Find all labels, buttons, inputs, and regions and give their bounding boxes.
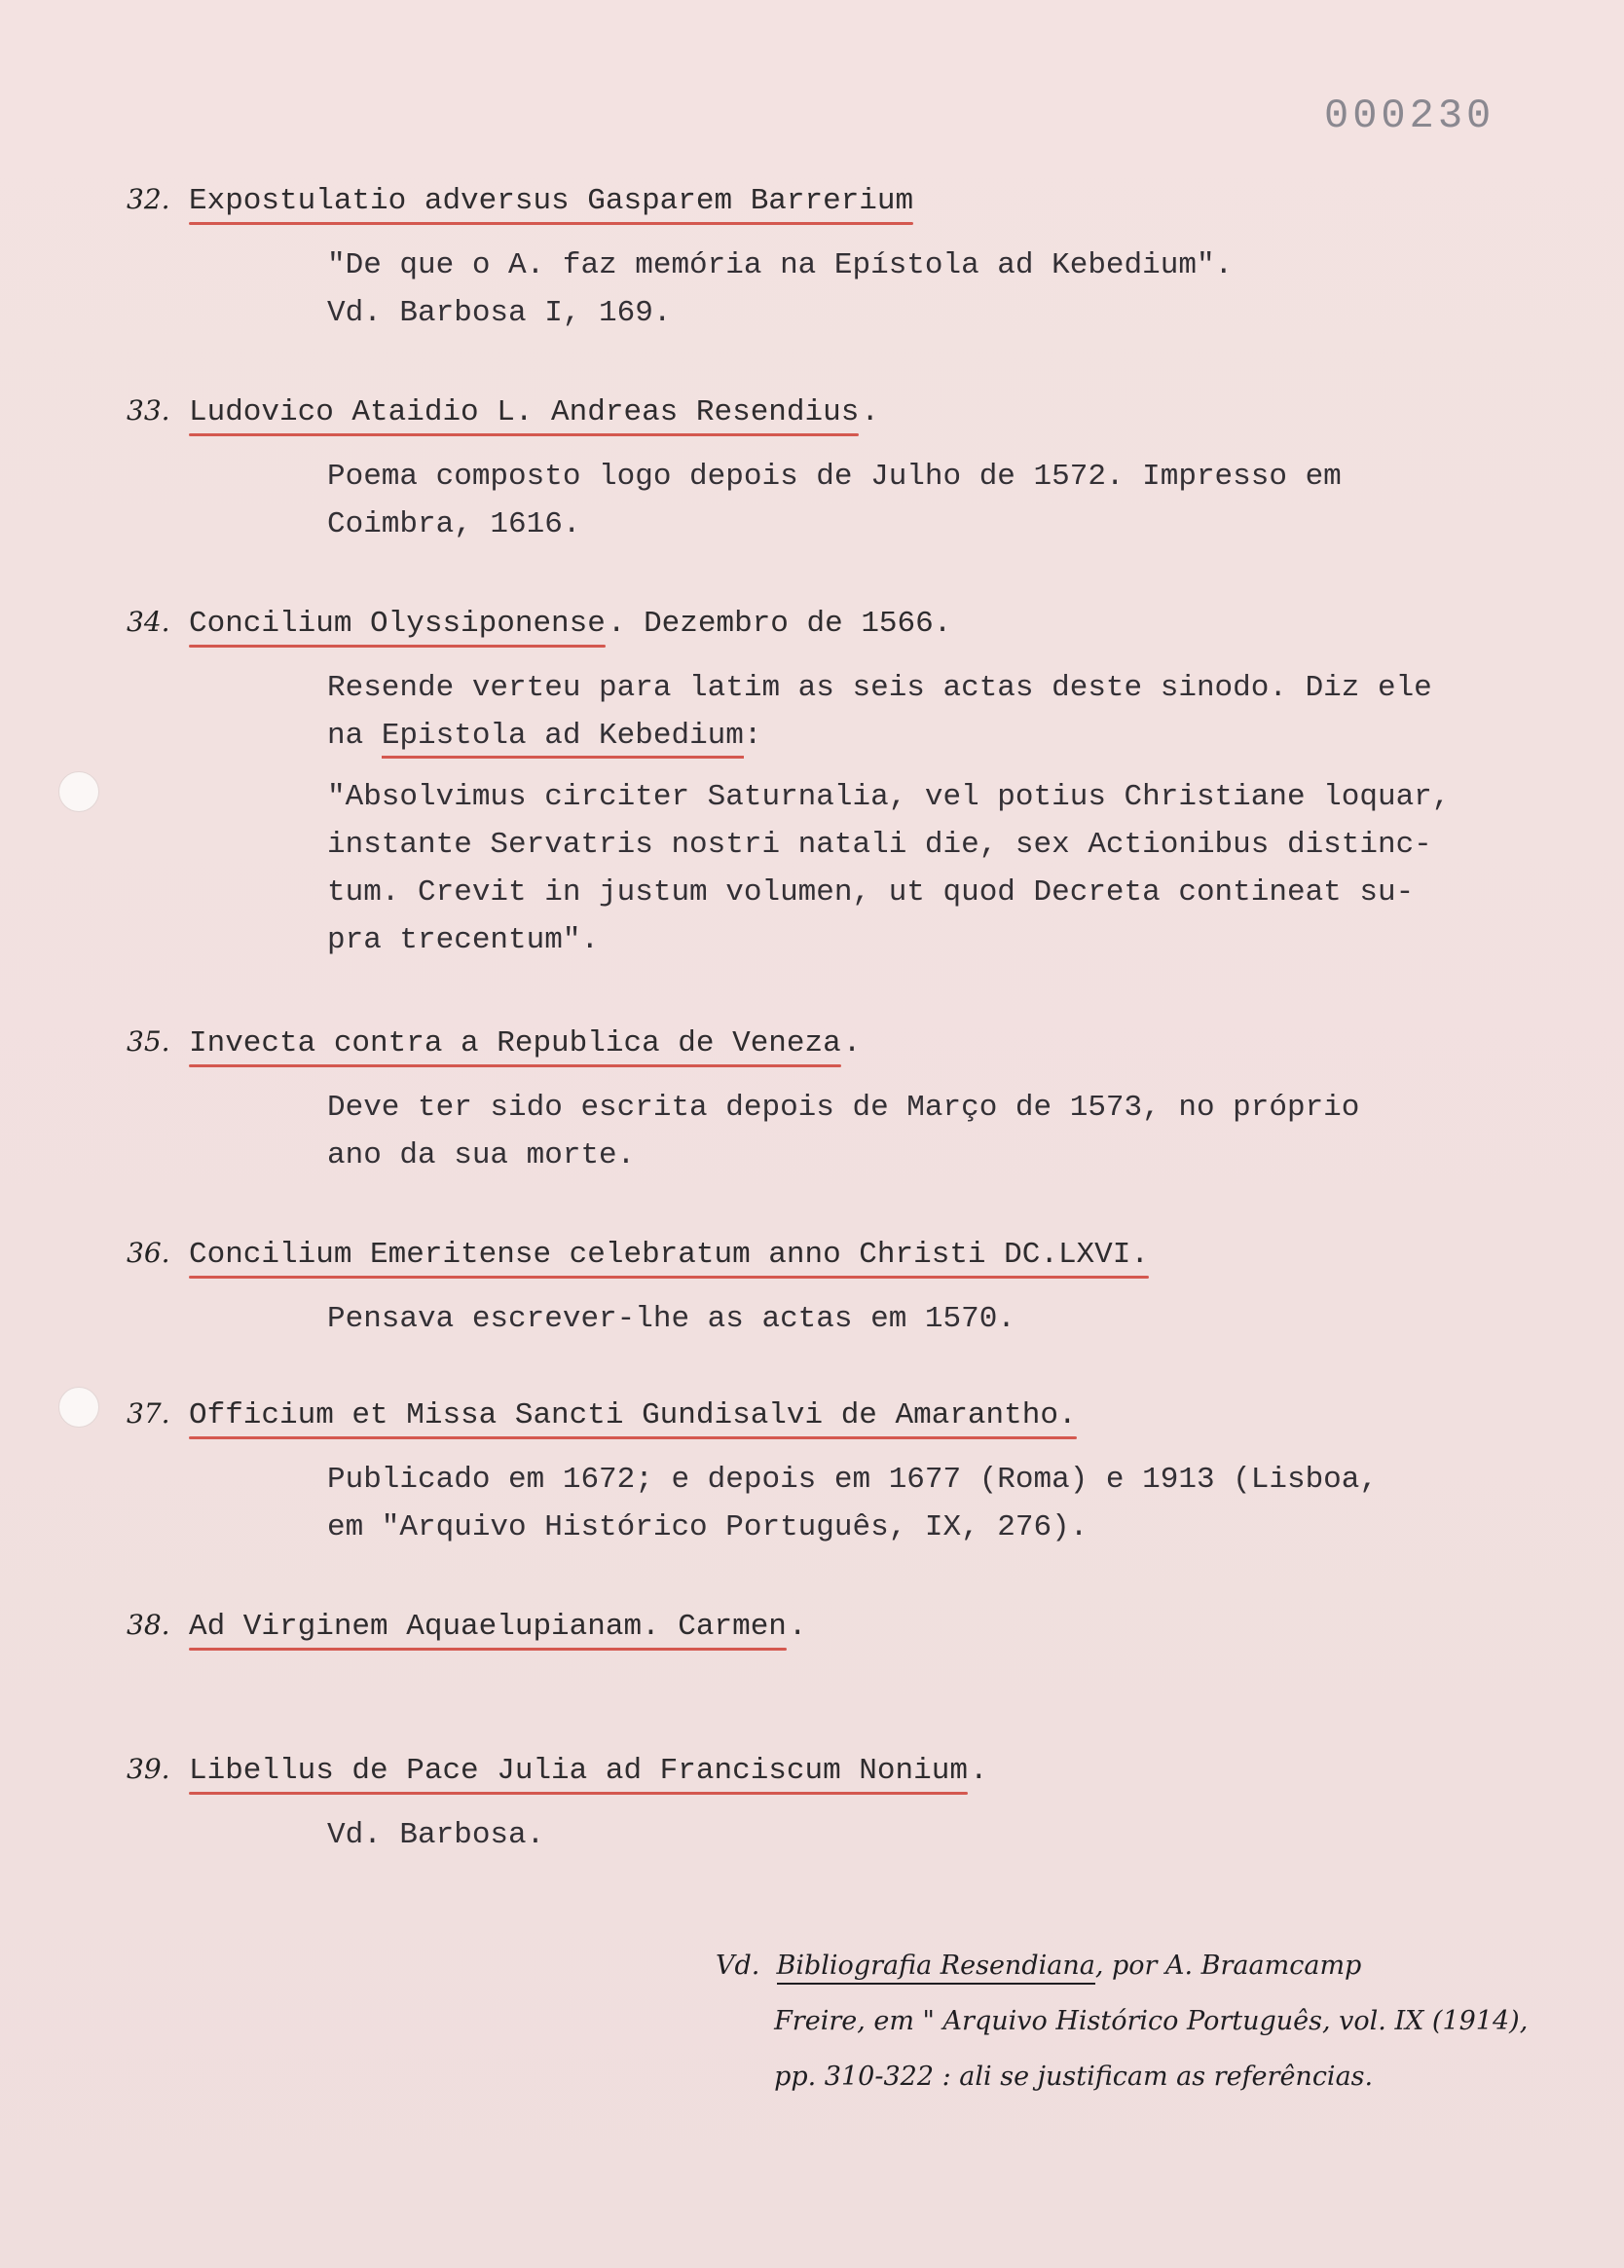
- entry-number: 35.: [127, 1025, 170, 1058]
- entry-note-after: :: [743, 719, 762, 753]
- entry-title: Invecta contra a Republica de Veneza: [189, 1026, 841, 1060]
- entry-note: Deve ter sido escrita depois de Março de 1573, no próprio ano da sua morte.: [327, 1091, 1360, 1172]
- entry-note-intro: Resende verteu para latim as seis actas deste sinodo. Diz ele na: [327, 671, 1432, 753]
- entry-number: 32.: [127, 183, 170, 215]
- entry-title-suffix: .: [788, 1610, 807, 1644]
- entry-title-suffix: .: [861, 395, 879, 429]
- entry-35: [127, 1025, 1568, 1179]
- entry-title-suffix: .: [969, 1754, 988, 1788]
- handwritten-note: [716, 1938, 1592, 2104]
- entry-title: Officium et Missa Sancti Gundisalvi de Amarantho.: [189, 1398, 1077, 1432]
- entry-title: Concilium Emeritense celebratum anno Christi DC.LXVI.: [189, 1238, 1149, 1272]
- entry-title: Ad Virginem Aquaelupianam. Carmen: [189, 1610, 787, 1644]
- entry-note: Publicado em 1672; e depois em 1677 (Roma) e 1913 (Lisboa, em "Arquivo Histórico Português, IX, 276).: [327, 1463, 1378, 1544]
- punch-hole-lower: [58, 1387, 99, 1428]
- entry-number: 36.: [127, 1237, 170, 1269]
- entry-37: [127, 1397, 1568, 1551]
- entry-title-suffix: .: [842, 1026, 862, 1060]
- entry-title: Expostulatio adversus Gasparem Barrerium: [189, 184, 914, 218]
- page-number: 000230: [1324, 93, 1495, 139]
- entry-title-suffix: . Dezembro de 1566.: [607, 607, 952, 641]
- entry-title: Concilium Olyssiponense: [189, 607, 606, 641]
- entry-note: Vd. Barbosa.: [327, 1818, 545, 1852]
- entry-number: 37.: [127, 1397, 170, 1430]
- handwritten-rest: , por A. Braamcamp Freire, em " Arquivo Histórico Português, vol. IX (1914), pp. 310-322 : ali se justificam as referências.: [774, 1951, 1529, 2092]
- handwritten-prefix: Vd.: [716, 1951, 777, 1981]
- entry-note: Pensava escrever-lhe as actas em 1570.: [327, 1302, 1015, 1336]
- entry-note: "De que o A. faz memória na Epístola ad Kebedium". Vd. Barbosa I, 169.: [327, 248, 1234, 330]
- entry-title: Libellus de Pace Julia ad Franciscum Nonium: [189, 1754, 968, 1788]
- entry-number: 38.: [127, 1609, 170, 1641]
- entry-note: Poema composto logo depois de Julho de 1572. Impresso em Coimbra, 1616.: [327, 460, 1342, 541]
- entry-number: 34.: [127, 606, 170, 638]
- entry-title: Ludovico Ataidio L. Andreas Resendius: [189, 395, 860, 429]
- entry-39: [127, 1753, 1568, 1859]
- punch-hole-upper: [58, 771, 99, 812]
- entry-36: [127, 1237, 1568, 1343]
- entry-note: [327, 664, 1568, 760]
- entry-32: [127, 183, 1568, 337]
- entry-number: 39.: [127, 1753, 170, 1785]
- entry-38: [127, 1609, 1568, 1644]
- entry-34: [127, 606, 1568, 964]
- handwritten-cited-title: Bibliografia Resendiana: [776, 1951, 1095, 1981]
- latin-quote: "Absolvimus circiter Saturnalia, vel potius Christiane loquar, instante Servatris nostri natali die, sex Actionibus distinc- tum. Crevit in justum volumen, ut quod Decreta contineat su- pra trecentum".: [327, 780, 1451, 957]
- entry-33: [127, 394, 1568, 548]
- entry-number: 33.: [127, 394, 170, 427]
- cited-work: Epistola ad Kebedium: [381, 719, 744, 753]
